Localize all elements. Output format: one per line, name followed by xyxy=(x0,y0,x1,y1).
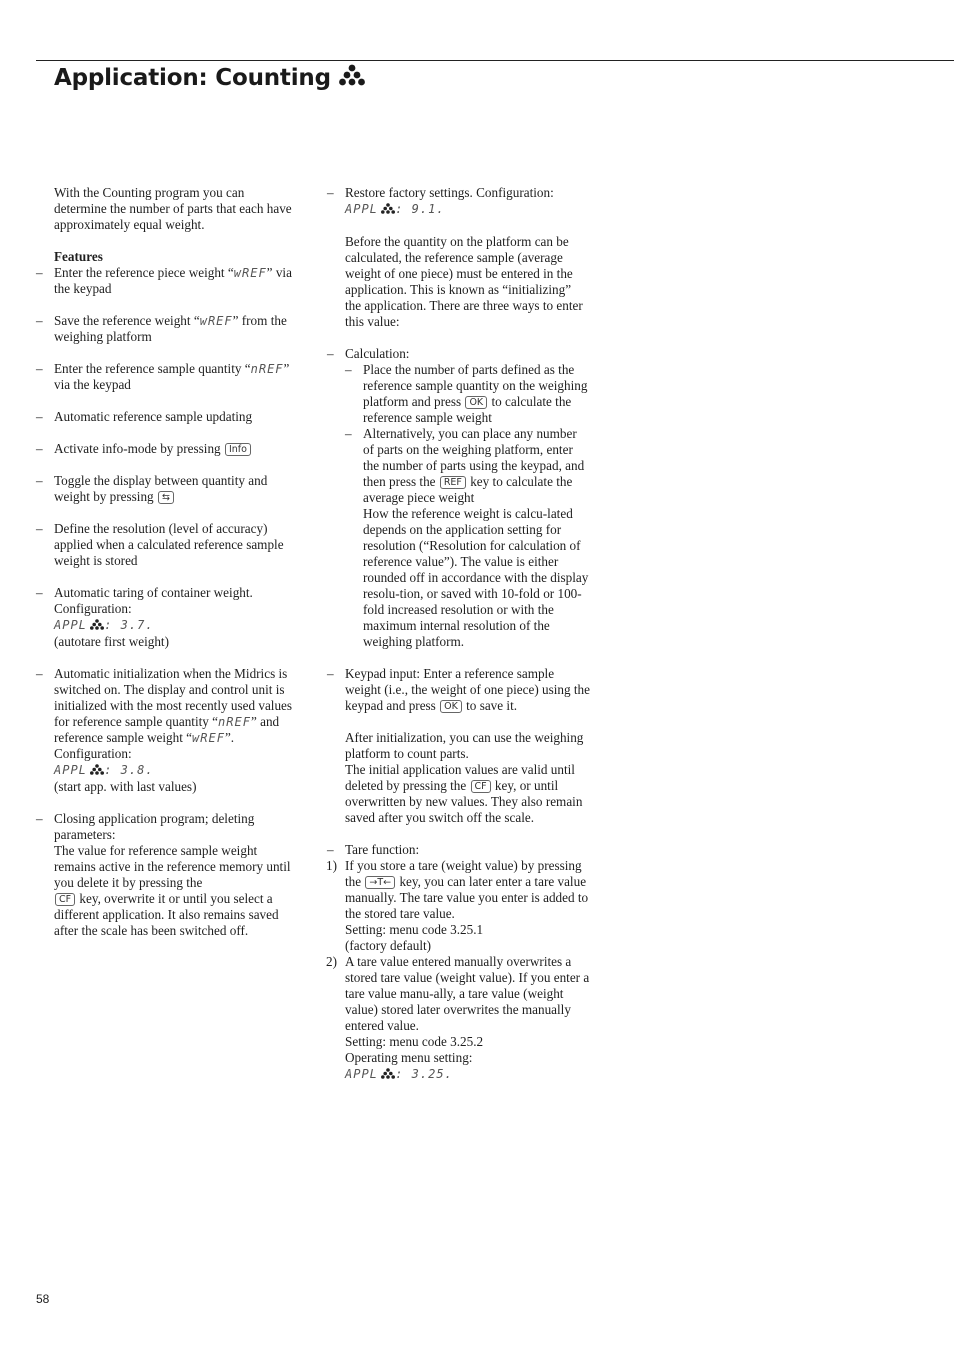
sub-item: – Place the number of parts defined as the reference sample quantity on the weighing platform and press OK to calculate the reference sample weight xyxy=(345,362,588,425)
feature-item: – Restore factory settings. Configuration: APPL : 9.1. xyxy=(327,185,554,216)
feature-item: – Automatic reference sample updating xyxy=(36,409,253,424)
ref-key-icon: REF xyxy=(440,476,466,489)
initializing-paragraph: Before the quantity on the platform can be calculated, the reference sample (average weight of one piece) must be entered in the application. This is known as “initializing” the application. There are three ways to enter this value: xyxy=(345,234,583,329)
tare-item: 2) A tare value entered manually overwrites a stored tare value (weight value). If you enter a tare value manu-ally, a tare value (weight value) stored later overwrites the manually entered value. Setting: menu code 3.25.2 Operating menu setting: APPL : 3.25. xyxy=(326,954,590,1081)
page-number: 58 xyxy=(36,1292,50,1306)
feature-item: – Closing application program; deleting parameters: The value for reference sample weight remains active in the reference memory until you delete it by pressing the CF key, overwrite it or until you select a different application. It also remains saved after the scale has been switched off. xyxy=(36,811,291,938)
tare-heading: – Tare function: xyxy=(327,842,420,857)
display-code: nREF xyxy=(218,715,251,729)
sub-item: – Alternatively, you can place any number of parts on the weighing platform, enter the number of parts using the keypad, and then press the REF key to calculate the average piece weight How the reference weight is calcu-lated depends on the application setting for resolution (“Resolution for calculation of reference value”). The value is either rounded off in accordance with the display resolu-tion, or saved with 10-fold or 100-fold increased resolution or with the maximum internal resolution of the weighing platform. xyxy=(345,426,589,649)
display-code: APPL xyxy=(345,202,378,216)
display-code: APPL xyxy=(345,1067,378,1081)
page-title xyxy=(54,60,365,96)
feature-item: – Automatic taring of container weight. Configuration: APPL : 3.7. (autotare first weight) xyxy=(36,585,253,649)
display-code: wREF xyxy=(233,266,267,280)
toggle-key-icon: ⇆ xyxy=(158,491,174,504)
feature-item: – Save the reference weight “wREF” from the weighing platform xyxy=(36,313,287,344)
method-calculation: – Calculation: – Place the number of parts defined as the reference sample quantity on the weighing platform and press OK to calculate the reference sample weight – Alternatively, you can place any number of parts on the weighing platform, enter the number of parts using the keypad, and then press the REF key to calculate the average piece weight How the reference weight is calcu-lated depends on the application setting for resolution (“Resolution for calculation of reference value”). The value is either rounded off in accordance with the display resolu-tion, or saved with 10-fold or 100-fold increased resolution or with the maximum internal resolution of the weighing platform. xyxy=(327,346,589,649)
counting-dots-icon xyxy=(90,763,104,779)
display-code: : 9.1. xyxy=(395,202,445,216)
display-code: : 3.25. xyxy=(395,1067,453,1081)
display-code: nREF xyxy=(250,362,284,376)
feature-item: – Activate info-mode by pressing Info xyxy=(54,441,299,457)
page-title-text: Application: Counting xyxy=(54,65,331,91)
feature-item: – Automatic initialization when the Midrics is switched on. The display and control unit is initialized with the most recently used values for reference sample quantity “nREF” and reference sample weight “wREF”. Configuration: APPL : 3.8. (start app. with last values) xyxy=(36,666,293,794)
feature-item: – Enter the reference sample quantity “nREF” via the keypad xyxy=(36,361,290,392)
counting-dots-icon xyxy=(381,202,395,218)
feature-item: – Toggle the display between quantity and weight by pressing ⇆ xyxy=(36,473,268,504)
right-column xyxy=(326,185,590,1099)
ok-key-icon: OK xyxy=(465,396,487,409)
cf-key-icon: CF xyxy=(471,780,491,793)
display-code: : 3.8. xyxy=(104,763,154,777)
display-code: : 3.7. xyxy=(104,618,154,632)
counting-dots-icon xyxy=(339,64,365,92)
left-column xyxy=(36,185,299,955)
display-code: APPL xyxy=(54,763,87,777)
features-heading: Features xyxy=(54,249,103,264)
display-code: APPL xyxy=(54,618,87,632)
tare-key-icon: →T← xyxy=(365,876,395,889)
counting-dots-icon xyxy=(90,618,104,634)
intro-paragraph: With the Counting program you can determine the number of parts that each have approximately equal weight. xyxy=(54,185,292,232)
after-init-paragraph: After initialization, you can use the weighing platform to count parts. The initial application values are valid until deleted by pressing the CF key, or until overwritten by new values. They also remain saved after you switch off the scale. xyxy=(345,730,584,825)
info-key-icon: Info xyxy=(225,443,251,456)
cf-key-icon: CF xyxy=(55,893,75,906)
ok-key-icon: OK xyxy=(440,700,462,713)
display-code: wREF xyxy=(192,731,225,745)
feature-item: – Enter the reference piece weight “wREF” via the keypad xyxy=(36,265,292,296)
tare-item: 1) If you store a tare (weight value) by pressing the →T← key, you can later enter a tare value manually. The tare value you enter is added to the stored tare value. Setting: menu code 3.25.1 (factory default) xyxy=(326,858,589,953)
display-code: wREF xyxy=(199,314,233,328)
method-keypad: – Keypad input: Enter a reference sample weight (i.e., the weight of one piece) using the keypad and press OK to save it. xyxy=(327,666,590,713)
counting-dots-icon xyxy=(381,1067,395,1083)
feature-item: – Define the resolution (level of accuracy) applied when a calculated reference sample weight is stored xyxy=(36,521,284,568)
